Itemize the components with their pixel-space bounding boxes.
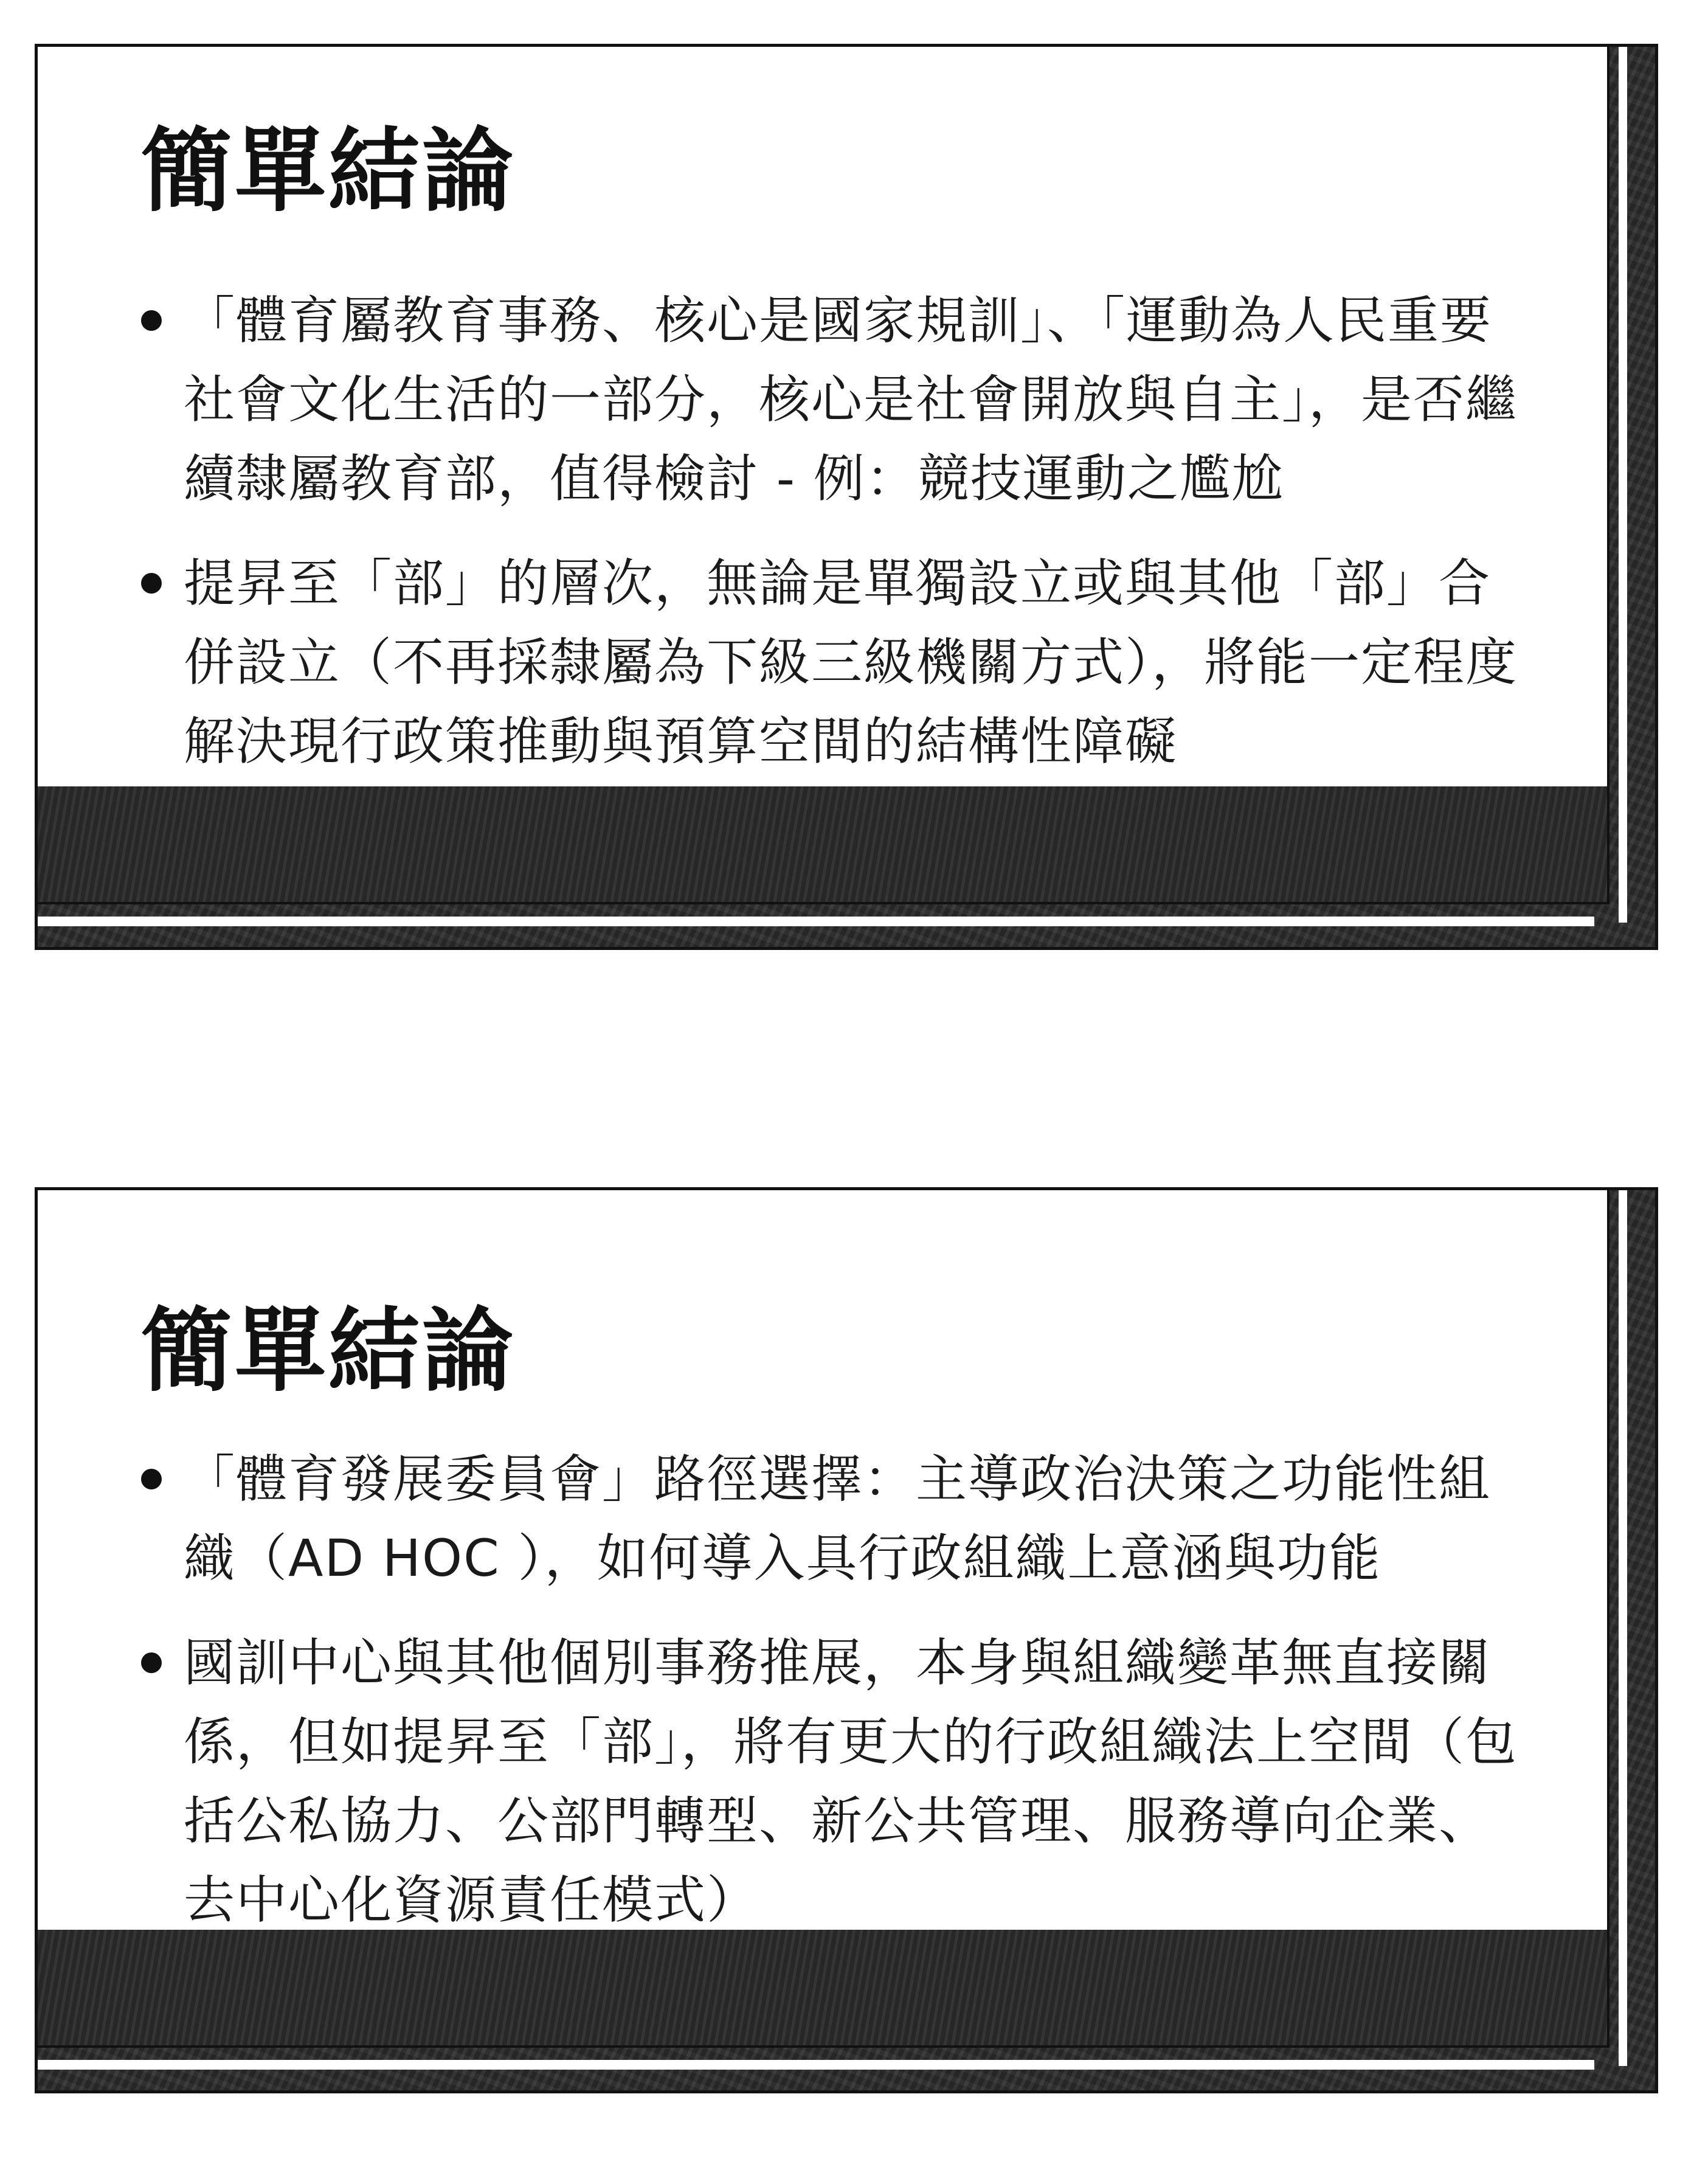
bullet-dot-icon: [141, 1652, 162, 1673]
bullet-item: [141, 544, 1521, 781]
slide-title: 簡單結論: [141, 1298, 516, 1404]
slide-frame-strip: [1619, 47, 1627, 923]
bullet-list: [141, 1440, 1521, 1965]
bullet-text: 「體育屬教育事務、核心是國家規訓」、「運動為人民重要社會文化生活的一部分，核心是社會開放與自主」，是否繼續隸屬教育部，值得檢討 - 例：競技運動之尷尬: [184, 291, 1518, 508]
decorative-band: [38, 1930, 1607, 2045]
bullet-text: 提昇至「部」的層次，無論是單獨設立或與其他「部」合併設立（不再採隸屬為下級三級機關方式），將能一定程度解決現行政策推動與預算空間的結構性障礙: [184, 553, 1518, 771]
bullet-item: [141, 1440, 1521, 1598]
slide-1: [35, 44, 1658, 950]
slide-frame-strip: [38, 917, 1594, 926]
bullet-item: [141, 281, 1521, 518]
bullet-text: 「體育發展委員會」路徑選擇：主導政治決策之功能性組織（AD HOC ），如何導入具行政組織上意涵與功能: [184, 1449, 1492, 1588]
slide-frame-strip: [1619, 1190, 1627, 2066]
slide-content-panel: [38, 1190, 1609, 2048]
bullet-dot-icon: [141, 310, 162, 331]
slide-title: 簡單結論: [141, 119, 516, 224]
bullet-list: [141, 281, 1521, 806]
bullet-text: 國訓中心與其他個別事務推展，本身與組織變革無直接關係，但如提昇至「部」，將有更大的行政組織法上空間（包括公私協力、公部門轉型、新公共管理、服務導向企業、去中心化資源責任模式）: [184, 1633, 1518, 1930]
bullet-dot-icon: [141, 573, 162, 594]
slide-2: [35, 1187, 1658, 2093]
slide-content-panel: [38, 47, 1609, 904]
slide-frame-strip: [38, 2060, 1594, 2070]
bullet-dot-icon: [141, 1469, 162, 1489]
bullet-item: [141, 1623, 1521, 1939]
decorative-band: [38, 786, 1607, 902]
